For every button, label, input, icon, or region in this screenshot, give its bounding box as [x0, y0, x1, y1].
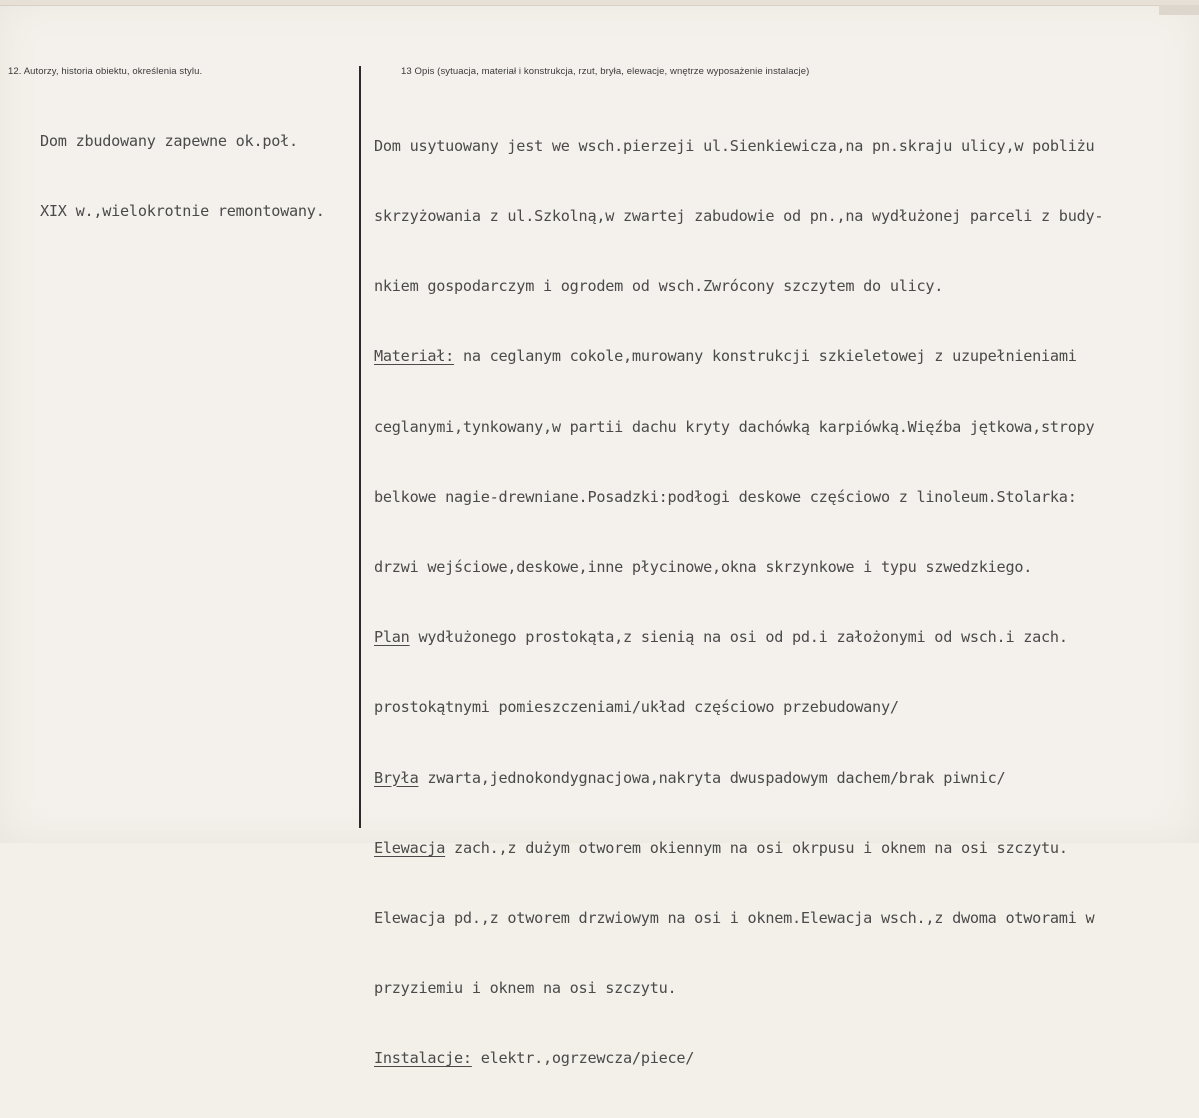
line-text: Dom usytuowany jest we wsch.pierzeji ul.Sienkiewicza,na pn.skraju ulicy,w pobliżu — [374, 136, 1095, 155]
section-12-text — [40, 83, 325, 271]
section-13-line — [374, 1047, 1103, 1070]
line-text: drzwi wejściowe,deskowe,inne płycinowe,okna skrzynkowe i typu szwedzkiego. — [374, 558, 1033, 577]
section-13-line — [374, 275, 1103, 298]
section-13-header: 13 Opis (sytuacja, materiał i konstrukcja, rzut, bryła, elewacje, wnętrze wyposażenie instalacje) — [401, 66, 810, 77]
line-label: Plan — [374, 628, 410, 647]
section-13-line — [374, 837, 1103, 860]
line-label: Elewacja — [374, 838, 446, 857]
line-text: zach.,z dużym otworem okiennym na osi okrpusu i oknem na osi szczytu. — [445, 838, 1068, 857]
line-label: Instalacje: — [374, 1049, 472, 1068]
line-text: nkiem gospodarczym i ogrodem od wsch.Zwrócony szczytem do ulicy. — [374, 277, 944, 296]
section-13-line — [374, 416, 1103, 439]
line-text: prostokątnymi pomieszczeniami/układ częściowo przebudowany/ — [374, 698, 899, 717]
section-13-line — [374, 486, 1103, 509]
line-text: elektr.,ogrzewcza/piece/ — [471, 1049, 695, 1068]
section-13-text — [374, 88, 1103, 1118]
section-13-line — [374, 205, 1103, 228]
line-text: wydłużonego prostokąta,z sienią na osi od pd.i założonymi od wsch.i zach. — [409, 628, 1068, 647]
line-text: zwarta,jednokondygnacjowa,nakryta dwuspadowym dachem/brak piwnic/ — [418, 768, 1006, 787]
line-text: belkowe nagie-drewniane.Posadzki:podłogi deskowe częściowo z linoleum.Stolarka: — [374, 487, 1077, 506]
section-13-line — [374, 696, 1103, 719]
section-13-line — [374, 977, 1103, 1000]
section-13-line — [374, 907, 1103, 930]
section-12-header: 12. Autorzy, historia obiektu, określenia stylu. — [8, 66, 203, 77]
line-text: na ceglanym cokole,murowany konstrukcji szkieletowej z uzupełnieniami — [454, 347, 1077, 366]
section-13-line — [374, 767, 1103, 790]
line-text: Elewacja pd.,z otworem drzwiowym na osi i oknem.Elewacja wsch.,z dwoma otworami w — [374, 909, 1095, 928]
section-12-line: Dom zbudowany zapewne ok.poł. — [40, 132, 298, 150]
line-text: ceglanymi,tynkowany,w partii dachu kryty dachówką karpiówką.Więźba jętkowa,stropy — [374, 417, 1095, 436]
card-top-edge — [0, 0, 1199, 6]
line-text: przyziemiu i oknem na osi szczytu. — [374, 979, 677, 998]
column-divider — [359, 66, 361, 828]
card-edge-strip — [1159, 5, 1199, 15]
section-12-line: XIX w.,wielokrotnie remontowany. — [40, 202, 325, 221]
section-13-line — [374, 135, 1103, 158]
line-label: Bryła — [374, 768, 419, 787]
line-label: Materiał: — [374, 347, 455, 366]
section-13-line — [374, 556, 1103, 579]
line-text: skrzyżowania z ul.Szkolną,w zwartej zabudowie od pn.,na wydłużonej parceli z budy- — [374, 207, 1104, 226]
section-13-line — [374, 345, 1103, 368]
section-13-line — [374, 626, 1103, 649]
